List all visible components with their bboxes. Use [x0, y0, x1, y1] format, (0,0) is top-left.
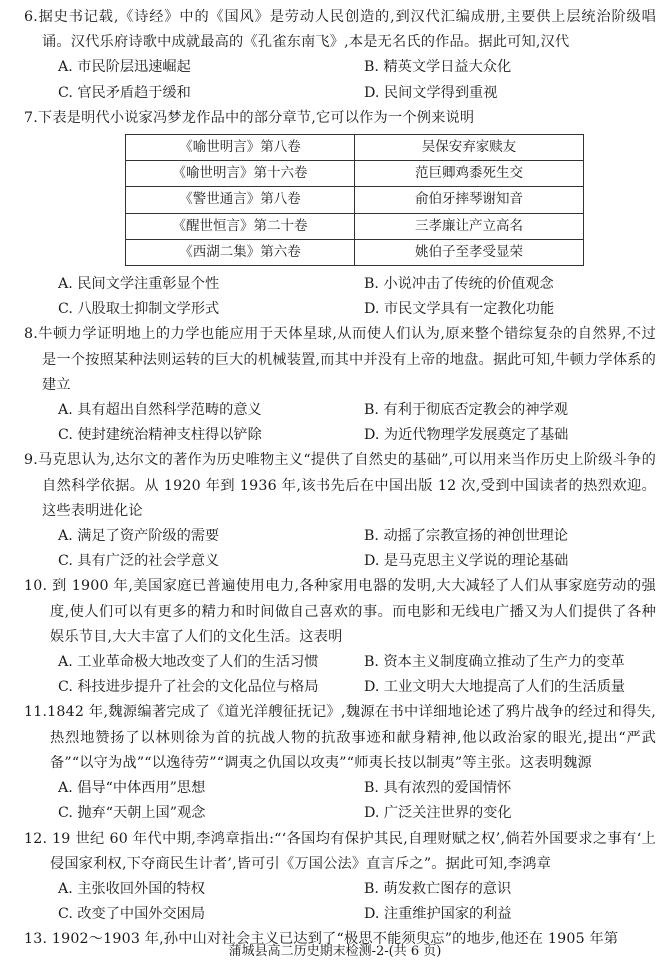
question-12-options — [58, 877, 656, 927]
option-d: D. 民间文学得到重视 — [364, 84, 498, 101]
option-b: B. 动摇了宗教宣扬的神创世理论 — [364, 528, 568, 545]
option-b: B. 有利于彻底否定教会的神学观 — [364, 402, 568, 419]
option-d: D. 为近代物理学发展奠定了基础 — [364, 427, 569, 444]
table-cell-source: 《醒世恒言》第二十卷 — [126, 213, 355, 239]
question-11 — [24, 700, 656, 826]
question-7-stem: 7.下表是明代小说家冯梦龙作品中的部分章节,它可以作为一个例来说明 — [24, 109, 475, 126]
chapters-table — [125, 134, 584, 266]
option-c: C. 八股取士抑制文学形式 — [58, 301, 220, 318]
option-b: B. 具有浓烈的爱国情怀 — [364, 780, 512, 797]
table-row — [126, 161, 584, 187]
option-a: A. 满足了资产阶级的需要 — [58, 528, 220, 545]
table-row — [126, 187, 584, 213]
option-b: B. 萌发救亡图存的意识 — [364, 880, 512, 897]
table-cell-source: 《警世通言》第八卷 — [126, 187, 355, 213]
question-12 — [24, 827, 656, 928]
option-d: D. 工业文明大大地提高了人们的生活质量 — [364, 679, 626, 696]
table-cell-source: 《喻世明言》第八卷 — [126, 135, 355, 161]
option-a: A. 工业革命极大地改变了人们的生活习惯 — [58, 654, 319, 671]
table-cell-source: 《西湖二集》第六卷 — [126, 239, 355, 265]
table-cell-title: 姚伯子至孝受显荣 — [355, 239, 584, 265]
question-9-options — [58, 524, 656, 574]
table-cell-title: 俞伯牙摔琴谢知音 — [355, 187, 584, 213]
option-c: C. 科技进步提升了社会的文化品位与格局 — [58, 679, 319, 696]
question-7 — [24, 106, 656, 323]
option-b: B. 精英文学日益大众化 — [364, 59, 512, 76]
table-row — [126, 239, 584, 265]
option-d: D. 注重维护国家的利益 — [364, 906, 512, 923]
table-cell-source: 《喻世明言》第十六卷 — [126, 161, 355, 187]
question-6 — [24, 5, 656, 106]
option-c: C. 具有广泛的社会学意义 — [58, 553, 220, 570]
option-d: D. 是马克思主义学说的理论基础 — [364, 553, 569, 570]
question-9 — [24, 448, 656, 574]
question-6-stem: 6.据史书记载,《诗经》中的《国风》是劳动人民创造的,到汉代汇编成册,主要供上层统治阶级唱诵。汉代乐府诗歌中成就最高的《孔雀东南飞》,本是无名氏的作品。据此可知,汉代 — [24, 9, 656, 51]
question-11-options — [58, 776, 656, 826]
option-a: A. 市民阶层迅速崛起 — [58, 59, 191, 76]
option-c: C. 抛弃“天朝上国”观念 — [58, 805, 206, 822]
question-12-stem: 12. 19 世纪 60 年代中期,李鸿章指出:“‘各国均有保护其民,自理财赋之权’,倘若外国要求之事有‘上侵国家利权,下夺商民生计者’,皆可引《万国公法》直言斥之”。据此可知,李鸿章 — [24, 830, 656, 872]
question-13-stem: 13. 1902～1903 年,孙中山对社会主义已达到了“极思不能须臾忘”的地步,他还在 1905 年第 — [24, 931, 619, 948]
option-b: B. 资本主义制度确立推动了生产力的变革 — [364, 654, 625, 671]
question-10-options — [58, 650, 656, 700]
page-footer: 蒲城县高二历史期末检测-2-(共 6 页) — [228, 943, 442, 959]
option-a: A. 具有超出自然科学范畴的意义 — [58, 402, 262, 419]
option-a: A. 主张收回外国的特权 — [58, 880, 205, 897]
question-7-options — [58, 272, 656, 322]
question-11-stem: 11.1842 年,魏源编著完成了《道光洋艘征抚记》,魏源在书中详细地论述了鸦片战争的经过和得失,热烈地赞扬了以林则徐为首的抗战人物的抗敌事迹和献身精神,他以政治家的眼光,提出“严武备”“以守为战”“以逸待劳”“调夷之仇国以攻夷”“师夷长技以制夷”等主张。这表明魏源 — [24, 704, 656, 771]
question-9-stem: 9.马克思认为,达尔文的著作为历史唯物主义“提供了自然史的基础”,可以用来当作历史上阶级斗争的自然科学依据。从 1920 年到 1936 年,该书先后在中国出版 12 次,受到中国读者的热烈欢迎。这些表明进化论 — [24, 452, 656, 519]
question-10 — [24, 574, 656, 700]
question-8-options — [58, 398, 656, 448]
question-8-stem: 8.牛顿力学证明地上的力学也能应用于天体星球,从而使人们认为,原来整个错综复杂的自然界,不过是一个按照某种法则运转的巨大的机械装置,而其中并没有上帝的地盘。据此可知,牛顿力学体系的建立 — [24, 326, 656, 393]
question-8 — [24, 322, 656, 448]
option-a: A. 倡导“中体西用”思想 — [58, 780, 206, 797]
option-d: D. 广泛关注世界的变化 — [364, 805, 512, 822]
table-row — [126, 135, 584, 161]
table-cell-title: 范巨卿鸡黍死生交 — [355, 161, 584, 187]
option-d: D. 市民文学具有一定教化功能 — [364, 301, 555, 318]
option-a: A. 民间文学注重彰显个性 — [58, 276, 220, 293]
table-row — [126, 213, 584, 239]
question-10-stem: 10. 到 1900 年,美国家庭已普遍使用电力,各种家用电器的发明,大大减轻了人们从事家庭劳动的强度,使人们可以有更多的精力和时间做自己喜欢的事。而电影和无线电广播又为人们提供了各种娱乐节目,大大丰富了人们的文化生活。这表明 — [24, 578, 656, 645]
option-c: C. 使封建统治精神支柱得以铲除 — [58, 427, 262, 444]
option-c: C. 官民矛盾趋于缓和 — [58, 84, 191, 101]
option-c: C. 改变了中国外交困局 — [58, 906, 206, 923]
table-cell-title: 三孝廉让产立高名 — [355, 213, 584, 239]
option-b: B. 小说冲击了传统的价值观念 — [364, 276, 554, 293]
table-cell-title: 吴保安弃家赎友 — [355, 135, 584, 161]
question-6-options — [58, 55, 656, 105]
